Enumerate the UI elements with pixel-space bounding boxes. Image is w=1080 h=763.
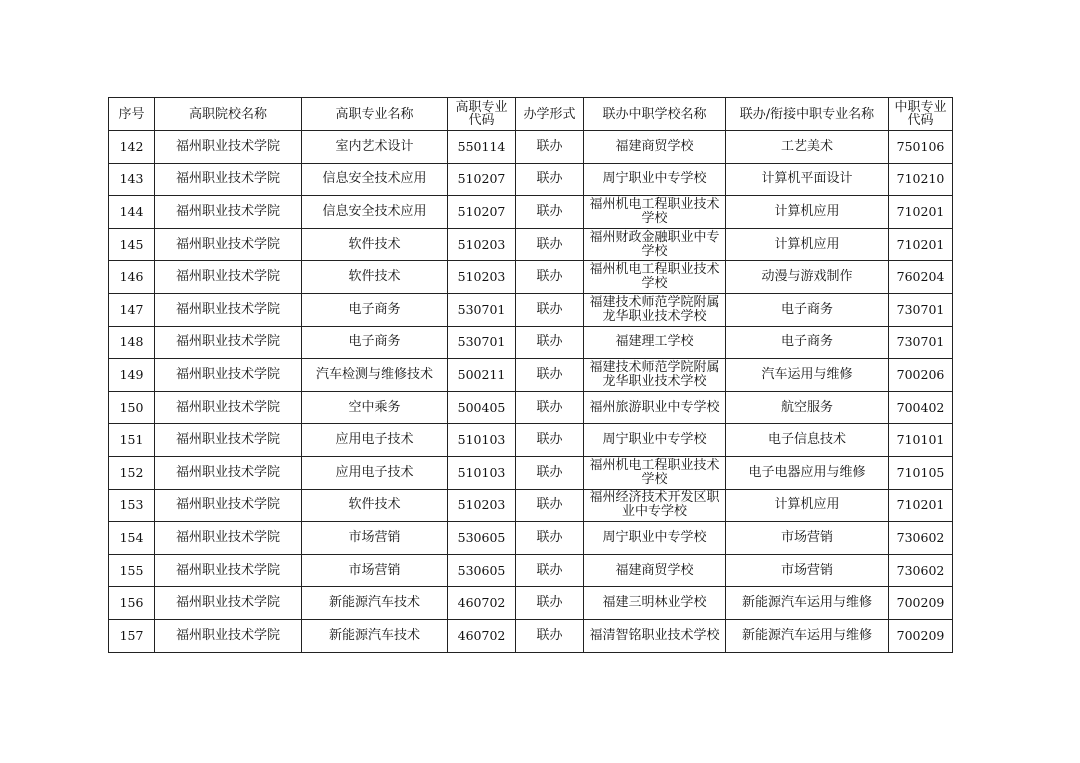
cell-partner-school: 福建商贸学校 (584, 554, 726, 587)
cell-partner-major: 动漫与游戏制作 (726, 261, 889, 294)
cell-college: 福州职业技术学院 (155, 293, 302, 326)
table-row (109, 391, 953, 424)
cell-partner-school: 福州机电工程职业技术学校 (584, 261, 726, 294)
cell-partner-major: 电子商务 (726, 326, 889, 359)
header-partner-school: 联办中职学校名称 (584, 98, 726, 131)
cell-partner-school: 福建技术师范学院附属龙华职业技术学校 (584, 293, 726, 326)
cell-partner-major: 市场营销 (726, 554, 889, 587)
cell-major: 信息安全技术应用 (302, 196, 448, 229)
cell-major-code: 510203 (448, 228, 516, 261)
cell-seq: 153 (109, 489, 155, 522)
cell-partner-major: 计算机应用 (726, 196, 889, 229)
cell-major-code: 510103 (448, 424, 516, 457)
cell-major: 软件技术 (302, 228, 448, 261)
cell-major: 室内艺术设计 (302, 131, 448, 164)
cell-major-code: 500211 (448, 359, 516, 392)
cell-college: 福州职业技术学院 (155, 587, 302, 620)
cell-seq: 148 (109, 326, 155, 359)
cell-college: 福州职业技术学院 (155, 619, 302, 652)
cell-major: 应用电子技术 (302, 456, 448, 489)
table-row (109, 456, 953, 489)
cell-seq: 145 (109, 228, 155, 261)
cell-college: 福州职业技术学院 (155, 228, 302, 261)
cell-partner-major: 市场营销 (726, 522, 889, 555)
cell-partner-school: 周宁职业中专学校 (584, 522, 726, 555)
cell-partner-code: 730701 (889, 326, 953, 359)
cell-seq: 154 (109, 522, 155, 555)
cell-seq: 151 (109, 424, 155, 457)
header-mode: 办学形式 (516, 98, 584, 131)
cell-partner-code: 760204 (889, 261, 953, 294)
cell-partner-school: 福建三明林业学校 (584, 587, 726, 620)
cell-partner-code: 710101 (889, 424, 953, 457)
cell-college: 福州职业技术学院 (155, 489, 302, 522)
cell-major-code: 530701 (448, 326, 516, 359)
cell-college: 福州职业技术学院 (155, 554, 302, 587)
cell-major: 市场营销 (302, 554, 448, 587)
cell-major: 信息安全技术应用 (302, 163, 448, 196)
cell-mode: 联办 (516, 391, 584, 424)
cell-major-code: 530605 (448, 522, 516, 555)
cell-partner-code: 730602 (889, 522, 953, 555)
cell-partner-code: 750106 (889, 131, 953, 164)
cell-college: 福州职业技术学院 (155, 163, 302, 196)
table-row (109, 424, 953, 457)
cell-college: 福州职业技术学院 (155, 424, 302, 457)
cell-mode: 联办 (516, 456, 584, 489)
cell-partner-code: 710201 (889, 489, 953, 522)
cell-college: 福州职业技术学院 (155, 522, 302, 555)
cell-partner-school: 福州经济技术开发区职业中专学校 (584, 489, 726, 522)
cell-seq: 146 (109, 261, 155, 294)
cell-partner-major: 新能源汽车运用与维修 (726, 619, 889, 652)
cell-seq: 143 (109, 163, 155, 196)
cell-mode: 联办 (516, 554, 584, 587)
cell-major-code: 510203 (448, 261, 516, 294)
cell-partner-code: 700209 (889, 587, 953, 620)
cell-partner-major: 电子电器应用与维修 (726, 456, 889, 489)
header-college: 高职院校名称 (155, 98, 302, 131)
cell-major-code: 510207 (448, 196, 516, 229)
cell-partner-code: 710105 (889, 456, 953, 489)
cell-mode: 联办 (516, 293, 584, 326)
cell-partner-school: 福州机电工程职业技术学校 (584, 456, 726, 489)
cell-partner-code: 710201 (889, 228, 953, 261)
cell-partner-school: 福清智铭职业技术学校 (584, 619, 726, 652)
cell-partner-code: 730602 (889, 554, 953, 587)
cell-mode: 联办 (516, 261, 584, 294)
cell-partner-major: 计算机应用 (726, 489, 889, 522)
cell-major-code: 550114 (448, 131, 516, 164)
document-page (108, 97, 953, 653)
cell-college: 福州职业技术学院 (155, 196, 302, 229)
cell-mode: 联办 (516, 489, 584, 522)
header-partner-major: 联办/衔接中职专业名称 (726, 98, 889, 131)
cell-major: 电子商务 (302, 293, 448, 326)
cell-seq: 152 (109, 456, 155, 489)
table-row (109, 522, 953, 555)
cell-seq: 156 (109, 587, 155, 620)
cell-major-code: 510203 (448, 489, 516, 522)
cell-college: 福州职业技术学院 (155, 359, 302, 392)
cell-seq: 144 (109, 196, 155, 229)
cell-seq: 150 (109, 391, 155, 424)
cell-major: 应用电子技术 (302, 424, 448, 457)
table-row (109, 131, 953, 164)
table-row (109, 163, 953, 196)
cell-partner-school: 福州机电工程职业技术学校 (584, 196, 726, 229)
cell-partner-school: 福建技术师范学院附属龙华职业技术学校 (584, 359, 726, 392)
cell-mode: 联办 (516, 326, 584, 359)
cell-mode: 联办 (516, 587, 584, 620)
cell-mode: 联办 (516, 163, 584, 196)
cell-seq: 147 (109, 293, 155, 326)
cell-college: 福州职业技术学院 (155, 326, 302, 359)
cell-partner-major: 汽车运用与维修 (726, 359, 889, 392)
header-seq: 序号 (109, 98, 155, 131)
table-row (109, 359, 953, 392)
cell-major-code: 500405 (448, 391, 516, 424)
cell-partner-school: 福州财政金融职业中专学校 (584, 228, 726, 261)
cell-partner-code: 710210 (889, 163, 953, 196)
cell-mode: 联办 (516, 196, 584, 229)
table-row (109, 587, 953, 620)
cell-partner-major: 计算机应用 (726, 228, 889, 261)
cell-partner-school: 福建商贸学校 (584, 131, 726, 164)
cell-major: 软件技术 (302, 261, 448, 294)
cell-mode: 联办 (516, 228, 584, 261)
cell-partner-school: 周宁职业中专学校 (584, 163, 726, 196)
table-row (109, 489, 953, 522)
cell-partner-major: 工艺美术 (726, 131, 889, 164)
cell-partner-school: 周宁职业中专学校 (584, 424, 726, 457)
cell-partner-code: 710201 (889, 196, 953, 229)
cell-mode: 联办 (516, 131, 584, 164)
cell-major: 空中乘务 (302, 391, 448, 424)
cell-major-code: 530605 (448, 554, 516, 587)
cell-college: 福州职业技术学院 (155, 456, 302, 489)
cell-mode: 联办 (516, 619, 584, 652)
cell-major-code: 460702 (448, 587, 516, 620)
cell-partner-major: 计算机平面设计 (726, 163, 889, 196)
cell-major: 市场营销 (302, 522, 448, 555)
program-table (108, 97, 953, 653)
table-row (109, 554, 953, 587)
table-row (109, 326, 953, 359)
cell-major-code: 530701 (448, 293, 516, 326)
cell-mode: 联办 (516, 359, 584, 392)
cell-major: 新能源汽车技术 (302, 619, 448, 652)
cell-mode: 联办 (516, 522, 584, 555)
cell-college: 福州职业技术学院 (155, 131, 302, 164)
table-row (109, 196, 953, 229)
cell-major-code: 510103 (448, 456, 516, 489)
cell-seq: 157 (109, 619, 155, 652)
cell-major: 软件技术 (302, 489, 448, 522)
table-row (109, 261, 953, 294)
table-row (109, 228, 953, 261)
cell-major-code: 510207 (448, 163, 516, 196)
cell-partner-major: 航空服务 (726, 391, 889, 424)
cell-major: 新能源汽车技术 (302, 587, 448, 620)
cell-mode: 联办 (516, 424, 584, 457)
cell-seq: 155 (109, 554, 155, 587)
table-row (109, 619, 953, 652)
header-major: 高职专业名称 (302, 98, 448, 131)
cell-partner-code: 700206 (889, 359, 953, 392)
cell-partner-code: 700402 (889, 391, 953, 424)
header-partner-code: 中职专业代码 (889, 98, 953, 131)
cell-partner-school: 福州旅游职业中专学校 (584, 391, 726, 424)
cell-partner-major: 电子信息技术 (726, 424, 889, 457)
cell-seq: 149 (109, 359, 155, 392)
cell-major-code: 460702 (448, 619, 516, 652)
cell-seq: 142 (109, 131, 155, 164)
cell-college: 福州职业技术学院 (155, 261, 302, 294)
cell-partner-major: 新能源汽车运用与维修 (726, 587, 889, 620)
cell-partner-code: 700209 (889, 619, 953, 652)
cell-major: 电子商务 (302, 326, 448, 359)
header-major-code: 高职专业代码 (448, 98, 516, 131)
table-body (109, 131, 953, 653)
cell-partner-major: 电子商务 (726, 293, 889, 326)
table-header-row (109, 98, 953, 131)
cell-partner-school: 福建理工学校 (584, 326, 726, 359)
cell-major: 汽车检测与维修技术 (302, 359, 448, 392)
cell-college: 福州职业技术学院 (155, 391, 302, 424)
table-row (109, 293, 953, 326)
cell-partner-code: 730701 (889, 293, 953, 326)
